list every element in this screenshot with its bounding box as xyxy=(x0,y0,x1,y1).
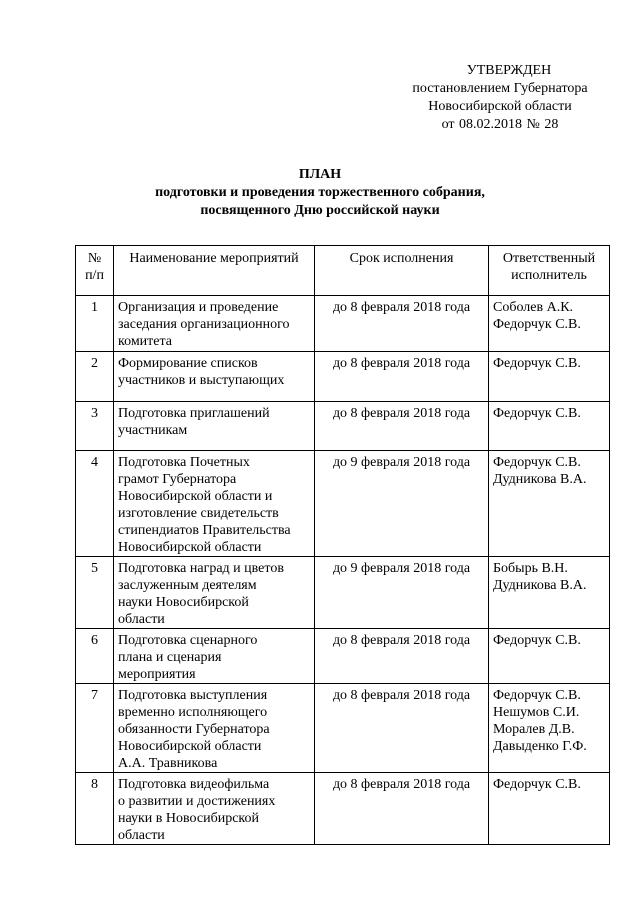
row-responsible-line: Дудникова В.А. xyxy=(493,472,587,487)
table-row xyxy=(76,352,610,402)
row-name-line: заседания организационного xyxy=(118,317,290,332)
header-num-line: № xyxy=(87,251,102,266)
row-responsible xyxy=(489,296,610,352)
table-row xyxy=(76,773,610,845)
row-name-line: Подготовка наград и цветов xyxy=(118,561,284,576)
row-num: 7 xyxy=(76,684,114,773)
row-num: 3 xyxy=(76,402,114,451)
header-responsible xyxy=(489,246,610,296)
row-name-line: Новосибирской области xyxy=(118,739,262,754)
row-responsible xyxy=(489,773,610,845)
row-deadline: до 8 февраля 2018 года xyxy=(315,296,489,352)
row-name-line: временно исполняющего xyxy=(118,705,268,720)
header-responsible-line: исполнитель xyxy=(511,268,587,283)
table-header-row xyxy=(76,246,610,296)
row-num: 4 xyxy=(76,451,114,557)
row-responsible-line: Федорчук С.В. xyxy=(493,688,581,703)
row-responsible-line: Федорчук С.В. xyxy=(493,633,581,648)
header-deadline: Срок исполнения xyxy=(315,246,489,296)
row-name-line: Подготовка видеофильма xyxy=(118,777,270,792)
row-name-line: науки в Новосибирской xyxy=(118,811,259,826)
row-name-line: Новосибирской области и xyxy=(118,489,273,504)
table-row xyxy=(76,296,610,352)
approval-date: от 08.02.2018 № 28 xyxy=(441,117,559,132)
header-num-line: п/п xyxy=(85,268,104,283)
approval-region: Новосибирской области xyxy=(428,99,572,114)
row-name xyxy=(114,296,315,352)
row-name-line: А.А. Травникова xyxy=(118,756,218,771)
document-title: ПЛАН xyxy=(298,167,342,182)
row-name-line: комитета xyxy=(118,334,173,349)
row-name-line: стипендиатов Правительства xyxy=(118,523,291,538)
table-row xyxy=(76,451,610,557)
header-num xyxy=(76,246,114,296)
row-name-line: Формирование списков xyxy=(118,356,258,371)
row-deadline: до 8 февраля 2018 года xyxy=(315,402,489,451)
row-deadline: до 8 февраля 2018 года xyxy=(315,773,489,845)
row-name-line: изготовление свидетельств xyxy=(118,506,279,521)
row-num: 2 xyxy=(76,352,114,402)
row-num: 5 xyxy=(76,557,114,629)
row-deadline: до 9 февраля 2018 года xyxy=(315,557,489,629)
row-name-line: плана и сценария xyxy=(118,650,222,665)
row-num: 6 xyxy=(76,629,114,684)
row-responsible xyxy=(489,451,610,557)
row-responsible-line: Давыденко Г.Ф. xyxy=(493,739,587,754)
row-responsible-line: Федорчук С.В. xyxy=(493,356,581,371)
row-responsible xyxy=(489,629,610,684)
row-name xyxy=(114,629,315,684)
document-subtitle-line1: подготовки и проведения торжественного собрания, xyxy=(155,185,485,200)
row-responsible-line: Нешумов С.И. xyxy=(493,705,580,720)
header-responsible-line: Ответственный xyxy=(502,251,596,266)
table-row xyxy=(76,629,610,684)
row-deadline: до 8 февраля 2018 года xyxy=(315,684,489,773)
row-responsible xyxy=(489,557,610,629)
plan-table xyxy=(75,245,610,845)
row-responsible-line: Федорчук С.В. xyxy=(493,455,581,470)
row-responsible-line: Федорчук С.В. xyxy=(493,777,581,792)
row-name-line: о развитии и достижениях xyxy=(118,794,276,809)
row-num: 1 xyxy=(76,296,114,352)
approval-block xyxy=(400,62,600,134)
row-responsible xyxy=(489,684,610,773)
row-deadline: до 8 февраля 2018 года xyxy=(315,629,489,684)
row-deadline: до 8 февраля 2018 года xyxy=(315,352,489,402)
row-responsible-line: Дудникова В.А. xyxy=(493,578,587,593)
table-row xyxy=(76,684,610,773)
row-name xyxy=(114,557,315,629)
row-name-line: Подготовка сценарного xyxy=(118,633,258,648)
row-responsible xyxy=(489,402,610,451)
row-name-line: Подготовка выступления xyxy=(118,688,268,703)
row-name xyxy=(114,352,315,402)
row-name xyxy=(114,773,315,845)
row-name-line: Новосибирской области xyxy=(118,540,262,555)
row-name-line: Организация и проведение xyxy=(118,300,279,315)
row-name-line: области xyxy=(118,828,165,843)
header-name: Наименование мероприятий xyxy=(114,246,315,296)
row-name-line: Подготовка приглашений xyxy=(118,406,270,421)
table-row xyxy=(76,402,610,451)
table-row xyxy=(76,557,610,629)
approval-title: УТВЕРЖДЕН xyxy=(466,63,552,78)
row-name-line: обязанности Губернатора xyxy=(118,722,270,737)
row-num: 8 xyxy=(76,773,114,845)
row-name xyxy=(114,402,315,451)
row-name-line: грамот Губернатора xyxy=(118,472,237,487)
row-responsible-line: Бобырь В.Н. xyxy=(493,561,568,576)
row-name-line: науки Новосибирской xyxy=(118,595,249,610)
row-name xyxy=(114,451,315,557)
row-name xyxy=(114,684,315,773)
row-responsible-line: Федорчук С.В. xyxy=(493,406,581,421)
document-heading xyxy=(0,166,640,220)
approval-decree: постановлением Губернатора xyxy=(412,81,588,96)
document-subtitle-line2: посвященного Дню российской науки xyxy=(200,203,440,218)
row-deadline: до 9 февраля 2018 года xyxy=(315,451,489,557)
row-responsible-line: Моралев Д.В. xyxy=(493,722,575,737)
row-name-line: мероприятия xyxy=(118,667,196,682)
row-name-line: участников и выступающих xyxy=(118,373,285,388)
row-name-line: области xyxy=(118,612,165,627)
row-name-line: заслуженным деятелям xyxy=(118,578,257,593)
row-responsible-line: Федорчук С.В. xyxy=(493,317,581,332)
row-responsible xyxy=(489,352,610,402)
row-name-line: Подготовка Почетных xyxy=(118,455,250,470)
row-name-line: участникам xyxy=(118,423,188,438)
row-responsible-line: Соболев А.К. xyxy=(493,300,574,315)
